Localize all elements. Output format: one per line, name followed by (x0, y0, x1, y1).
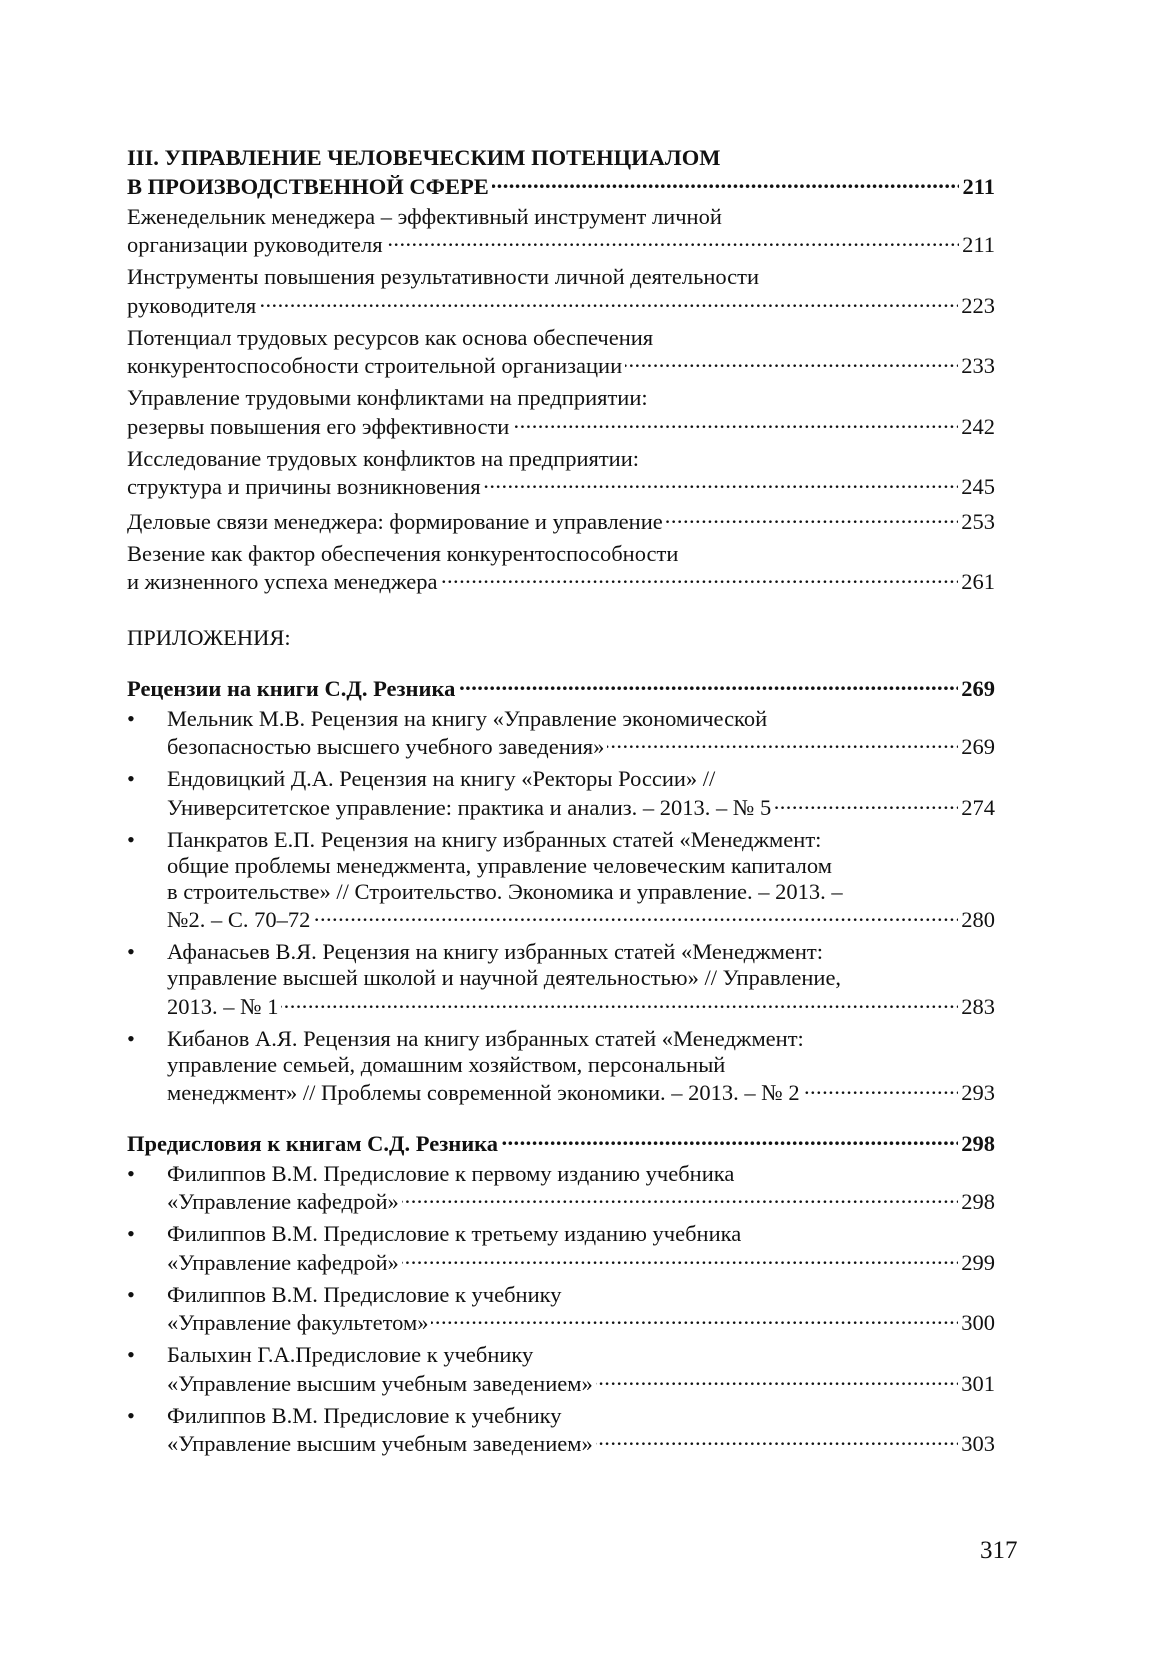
list-item (127, 1403, 995, 1458)
reviews-page: 269 (961, 675, 995, 701)
toc-entry (127, 541, 995, 596)
dot-leader (501, 1128, 958, 1151)
toc-line (167, 1308, 995, 1337)
reviews-title: Рецензии на книги С.Д. Резника (127, 675, 456, 701)
toc-line (167, 1078, 995, 1107)
dot-leader (402, 1247, 958, 1270)
dot-leader (492, 171, 960, 194)
item-line: Мельник М.В. Рецензия на книгу «Управление экономической (167, 705, 768, 731)
dot-leader (440, 567, 958, 590)
prefaces-page: 298 (961, 1130, 995, 1156)
entry-text: Университетское управление: практика и анализ. – 2013. – № 5 (167, 794, 772, 820)
toc-line (167, 792, 995, 821)
dot-leader (607, 732, 958, 755)
entry-title-line: Еженедельник менеджера – эффективный инструмент личной (127, 203, 722, 229)
entry-text: «Управление кафедрой» (167, 1189, 399, 1214)
entry-page: 283 (961, 993, 995, 1019)
toc-line (167, 1187, 995, 1216)
entry-text: руководителя (127, 292, 257, 318)
entry-text: «Управление факультетом» (167, 1310, 429, 1335)
item-line: управление высшей школой и научной деятельностью» // Управление, (167, 965, 842, 990)
toc-entry (127, 446, 995, 501)
dot-leader (512, 411, 958, 434)
entry-title-line: Инструменты повышения результативности личной деятельности (127, 264, 760, 289)
entry-text: «Управление высшим учебным заведением» (167, 1431, 593, 1456)
dot-leader (484, 472, 959, 495)
item-line: Кибанов А.Я. Рецензия на книгу избранных статей «Менеджмент: (167, 1025, 804, 1051)
toc-entry (127, 506, 995, 535)
toc-line (167, 905, 995, 934)
entry-page: 253 (961, 508, 995, 534)
toc-entry (127, 385, 995, 440)
list-item (127, 827, 995, 934)
dot-leader (458, 673, 958, 696)
list-item (127, 1026, 995, 1107)
entry-title-line: Исследование трудовых конфликтов на предприятии: (127, 445, 640, 471)
prefaces-heading (127, 1128, 995, 1157)
bullet-mark: • (127, 766, 135, 791)
toc-line (167, 1247, 995, 1276)
entry-page: 261 (961, 569, 995, 594)
toc-line (127, 290, 995, 319)
section-entries (127, 204, 995, 596)
dot-leader (803, 1078, 959, 1101)
entry-text: организации руководителя (127, 232, 383, 257)
entry-page: 211 (962, 232, 995, 257)
item-line: Филиппов В.М. Предисловие к третьему изданию учебника (167, 1221, 742, 1246)
entry-text: безопасностью высшего учебного заведения» (167, 734, 605, 759)
prefaces-list (127, 1161, 995, 1458)
item-line: Афанасьев В.Я. Рецензия на книгу избранных статей «Менеджмент: (167, 939, 823, 964)
bullet-mark: • (127, 1160, 135, 1186)
bullet-mark: • (127, 1402, 135, 1428)
entry-page: 233 (961, 353, 995, 378)
dot-leader (596, 1429, 959, 1452)
reviews-heading (127, 673, 995, 702)
dot-leader (431, 1308, 958, 1331)
item-line: Филиппов В.М. Предисловие к первому изданию учебника (167, 1160, 735, 1186)
entry-page: 245 (961, 474, 995, 499)
entry-page: 303 (961, 1431, 995, 1456)
entry-text: структура и причины возникновения (127, 474, 481, 499)
dot-leader (281, 991, 958, 1014)
dot-leader (259, 290, 958, 313)
item-line: Панкратов Е.П. Рецензия на книгу избранных статей «Менеджмент: (167, 826, 822, 852)
toc-line (127, 506, 995, 535)
item-line: общие проблемы менеджмента, управление человеческим капиталом (167, 852, 832, 878)
toc-entry (127, 204, 995, 259)
entry-text: Деловые связи менеджера: формирование и управление (127, 508, 663, 534)
entry-text: и жизненного успеха менеджера (127, 569, 438, 594)
entry-text: конкурентоспособности строительной организации (127, 353, 623, 378)
appendix-label: ПРИЛОЖЕНИЯ: (127, 625, 291, 650)
section-title-line1: III. УПРАВЛЕНИЕ ЧЕЛОВЕЧЕСКИМ ПОТЕНЦИАЛОМ (127, 145, 721, 170)
list-item (127, 939, 995, 1020)
bullet-mark: • (127, 1025, 135, 1051)
entry-page: 274 (961, 794, 995, 820)
entry-text: 2013. – № 1 (167, 993, 279, 1019)
table-of-contents (127, 145, 995, 1463)
entry-page: 242 (961, 413, 995, 439)
toc-line (167, 991, 995, 1020)
dot-leader (596, 1368, 959, 1391)
entry-page: 299 (961, 1249, 995, 1275)
dot-leader (402, 1187, 958, 1210)
toc-line (127, 411, 995, 440)
list-item (127, 1282, 995, 1337)
entry-title-line: Везение как фактор обеспечения конкурентоспособности (127, 540, 679, 566)
page-number: 317 (980, 1537, 1018, 1564)
section-heading (127, 145, 995, 200)
entry-text: менеджмент» // Проблемы современной экономики. – 2013. – № 2 (167, 1080, 800, 1105)
bullet-mark: • (127, 1342, 135, 1367)
item-line: в строительстве» // Строительство. Экономика и управление. – 2013. – (167, 878, 843, 904)
list-item (127, 1161, 995, 1216)
entry-page: 280 (961, 907, 995, 932)
item-line: Филиппов В.М. Предисловие к учебнику (167, 1402, 562, 1428)
item-line: управление семьей, домашним хозяйством, персональный (167, 1051, 726, 1077)
toc-line (127, 472, 995, 501)
entry-title-line: Потенциал трудовых ресурсов как основа обеспечения (127, 324, 654, 350)
entry-text: резервы повышения его эффективности (127, 413, 510, 439)
bullet-mark: • (127, 939, 135, 964)
dot-leader (313, 905, 958, 928)
toc-entry (127, 325, 995, 380)
item-line: Балыхин Г.А.Предисловие к учебнику (167, 1342, 534, 1367)
entry-page: 300 (961, 1310, 995, 1335)
bullet-mark: • (127, 826, 135, 852)
entry-text: №2. – С. 70–72 (167, 907, 311, 932)
item-line: Филиппов В.М. Предисловие к учебнику (167, 1281, 562, 1307)
toc-line (127, 351, 995, 380)
prefaces-title: Предисловия к книгам С.Д. Резника (127, 1130, 499, 1156)
list-item (127, 706, 995, 761)
entry-page: 298 (961, 1189, 995, 1214)
dot-leader (774, 792, 958, 815)
bullet-mark: • (127, 705, 135, 731)
toc-line (167, 1368, 995, 1397)
dot-leader (625, 351, 958, 374)
entry-page: 293 (961, 1080, 995, 1105)
list-item (127, 766, 995, 821)
dot-leader (386, 230, 959, 253)
toc-entry (127, 264, 995, 319)
entry-page: 301 (961, 1370, 995, 1396)
list-item (127, 1342, 995, 1397)
toc-line (167, 732, 995, 761)
section-title-line2: В ПРОИЗВОДСТВЕННОЙ СФЕРЕ (127, 173, 489, 199)
entry-title-line: Управление трудовыми конфликтами на предприятии: (127, 385, 648, 410)
toc-line (127, 567, 995, 596)
entry-page: 223 (961, 292, 995, 318)
dot-leader (666, 506, 959, 529)
toc-line (167, 1429, 995, 1458)
bullet-mark: • (127, 1221, 135, 1246)
list-item (127, 1221, 995, 1276)
section-page: 211 (962, 173, 995, 199)
entry-page: 269 (961, 734, 995, 759)
entry-text: «Управление высшим учебным заведением» (167, 1370, 593, 1396)
toc-line (127, 230, 995, 259)
reviews-list (127, 706, 995, 1107)
item-line: Ендовицкий Д.А. Рецензия на книгу «Ректоры России» // (167, 766, 716, 791)
entry-text: «Управление кафедрой» (167, 1249, 399, 1275)
bullet-mark: • (127, 1281, 135, 1307)
